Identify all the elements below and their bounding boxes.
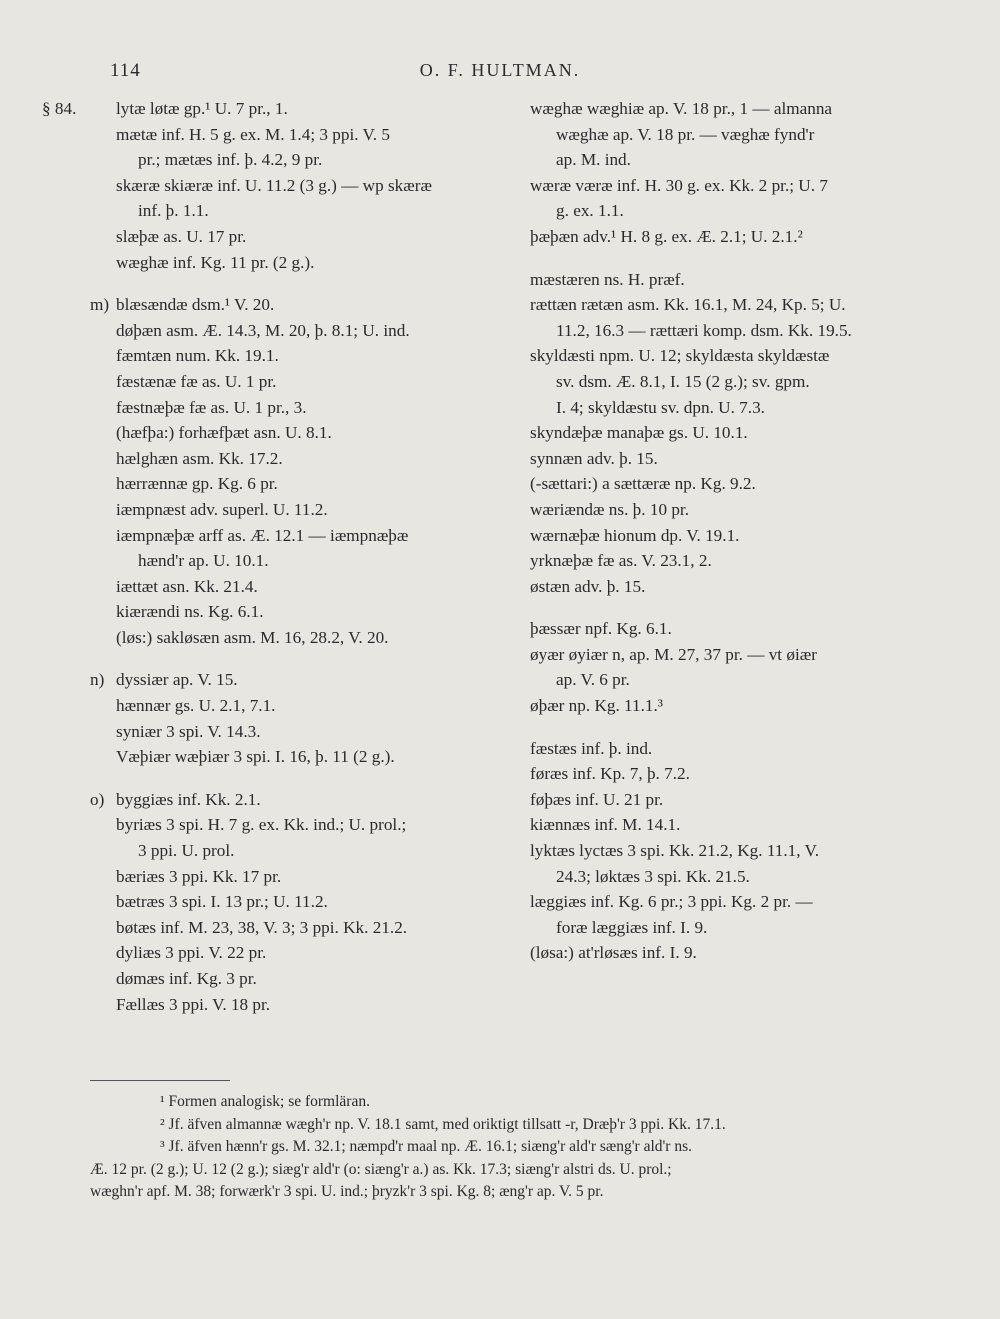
entry-group	[90, 787, 500, 1017]
entry-text: þæssær npf. Kg. 6.1.	[530, 619, 672, 639]
entry-text: Væþiær wæþiær 3 spi. I. 16, þ. 11 (2 g.).	[116, 747, 395, 767]
entry-text: østæn adv. þ. 15.	[530, 576, 646, 596]
entry-text: wæriændæ ns. þ. 10 pr.	[530, 499, 690, 519]
entry-line	[90, 96, 500, 122]
entry-text: skyldæsti npm. U. 12; skyldæsta skyldæstæ	[530, 346, 830, 366]
entry-text: bøtæs inf. M. 23, 38, V. 3; 3 ppi. Kk. 21.2.	[116, 917, 408, 937]
entry-line	[90, 992, 500, 1018]
group-marker: n)	[90, 670, 105, 690]
entry-line	[90, 966, 500, 992]
entry-line	[530, 940, 930, 966]
entry-text: dømæs inf. Kg. 3 pr.	[116, 969, 257, 988]
entry-text: iæmpnæst adv. superl. U. 11.2.	[116, 499, 328, 519]
entry-line	[90, 147, 500, 173]
entry-text: blæsændæ dsm.¹ V. 20.	[116, 295, 275, 315]
entry-line	[530, 343, 930, 369]
entry-line	[530, 471, 930, 497]
entry-line	[530, 761, 930, 787]
entry-text: føræs inf. Kp. 7, þ. 7.2.	[530, 764, 690, 784]
entry-group	[530, 96, 930, 250]
entry-text: sv. dsm. Æ. 8.1, I. 15 (2 g.); sv. gpm.	[556, 371, 810, 391]
group-marker: m)	[90, 295, 110, 315]
entry-line	[90, 250, 500, 276]
entry-line	[530, 889, 930, 915]
entry-line	[90, 812, 500, 838]
page-header	[0, 52, 1000, 82]
entry-text: slæþæ as. U. 17 pr.	[116, 226, 247, 246]
entry-text: skæræ skiæræ inf. U. 11.2 (3 g.) — wp skæræ	[116, 175, 432, 195]
entry-text: wæræ væræ inf. H. 30 g. ex. Kk. 2 pr.; U. 7	[530, 175, 828, 195]
footnote-line: ² Jf. äfven almannæ wægh'r np. V. 18.1 samt, med oriktigt tillsatt -r, Dræþ'r 3 ppi. Kk. 17.1.	[160, 1115, 726, 1133]
running-head: O. F. HULTMAN.	[419, 60, 581, 80]
entry-text: (-sættari:) a sættæræ np. Kg. 9.2.	[530, 474, 756, 494]
entry-group	[530, 616, 930, 718]
entry-text: foræ læggiæs inf. I. 9.	[556, 917, 708, 937]
entry-text: inf. þ. 1.1.	[138, 201, 209, 221]
entry-text: byggiæs inf. Kk. 2.1.	[116, 789, 261, 809]
entry-text: øþær np. Kg. 11.1.³	[530, 696, 663, 716]
entry-line	[530, 574, 930, 600]
entry-text: dyssiær ap. V. 15.	[116, 670, 238, 690]
entry-line	[90, 446, 500, 472]
entry-line	[530, 292, 930, 318]
entry-text: (løsa:) at'rløsæs inf. I. 9.	[530, 943, 697, 963]
entry-text: hænnær gs. U. 2.1, 7.1.	[116, 696, 276, 716]
entry-text: kiænnæs inf. M. 14.1.	[530, 815, 681, 835]
entry-text: fæstæs inf. þ. ind.	[530, 738, 653, 758]
entry-line	[530, 420, 930, 446]
footnote-rule	[90, 1080, 230, 1081]
entry-text: hærrænnæ gp. Kg. 6 pr.	[116, 474, 278, 494]
entry-line	[90, 548, 500, 574]
entry-text: wæghæ ap. V. 18 pr. — væghæ fynd'r	[556, 124, 815, 144]
entry-line	[530, 318, 930, 344]
entry-line	[530, 642, 930, 668]
entry-text: bæriæs 3 ppi. Kk. 17 pr.	[116, 866, 282, 886]
entry-line	[530, 864, 930, 890]
entry-text: pr.; mætæs inf. þ. 4.2, 9 pr.	[138, 150, 323, 170]
entry-line	[530, 267, 930, 293]
entry-line	[90, 864, 500, 890]
entry-text: hænd'r ap. U. 10.1.	[138, 551, 269, 571]
entry-line	[90, 693, 500, 719]
entry-text: døþæn asm. Æ. 14.3, M. 20, þ. 8.1; U. ind.	[116, 320, 410, 340]
entry-text: þæþæn adv.¹ H. 8 g. ex. Æ. 2.1; U. 2.1.²	[530, 226, 803, 246]
entry-text: øyær øyiær n, ap. M. 27, 37 pr. — vt øiær	[530, 644, 817, 664]
entry-text: synnæn adv. þ. 15.	[530, 448, 658, 468]
entry-text: I. 4; skyldæstu sv. dpn. U. 7.3.	[556, 397, 765, 417]
entry-text: ap. M. ind.	[556, 150, 631, 170]
entry-line	[530, 198, 930, 224]
entry-line	[530, 548, 930, 574]
entry-group	[90, 667, 500, 769]
entry-line	[90, 173, 500, 199]
entry-line	[530, 616, 930, 642]
entry-line	[90, 122, 500, 148]
entry-line	[530, 497, 930, 523]
entry-line	[90, 318, 500, 344]
entry-text: (hæfþa:) forhæfþæt asn. U. 8.1.	[116, 423, 332, 443]
entry-line	[90, 395, 500, 421]
entry-group	[530, 736, 930, 966]
entry-line	[90, 420, 500, 446]
entry-line	[90, 471, 500, 497]
left-column	[42, 96, 500, 1017]
entry-text: skyndæþæ manaþæ gs. U. 10.1.	[530, 423, 748, 443]
entry-text: fæmtæn num. Kk. 19.1.	[116, 346, 279, 366]
entry-text: ap. V. 6 pr.	[556, 670, 630, 690]
entry-line	[530, 369, 930, 395]
entry-text: mæstæren ns. H. præf.	[530, 269, 685, 289]
entry-text: iæmpnæþæ arff as. Æ. 12.1 — iæmpnæþæ	[116, 525, 409, 545]
entry-line	[90, 625, 500, 651]
entry-line	[530, 523, 930, 549]
entry-text: fæstænæ fæ as. U. 1 pr.	[116, 371, 277, 391]
entry-group	[42, 96, 500, 275]
entry-text: bætræs 3 spi. I. 13 pr.; U. 11.2.	[116, 892, 328, 912]
entry-line	[530, 122, 930, 148]
entry-line	[90, 940, 500, 966]
entry-line	[90, 369, 500, 395]
entry-text: yrknæþæ fæ as. V. 23.1, 2.	[530, 551, 712, 571]
entry-line	[530, 693, 930, 719]
entry-text: lytæ løtæ gp.¹ U. 7 pr., 1.	[116, 99, 288, 118]
entry-text: kiærændi ns. Kg. 6.1.	[116, 602, 264, 622]
entry-line	[530, 838, 930, 864]
entry-line	[90, 599, 500, 625]
entry-line	[530, 224, 930, 250]
entry-line	[530, 787, 930, 813]
entry-text: syniær 3 spi. V. 14.3.	[116, 721, 261, 741]
footnote-line: ³ Jf. äfven hænn'r gs. M. 32.1; næmpd'r maal np. Æ. 16.1; siæng'r ald'r sæng'r ald'r ns.	[160, 1138, 693, 1155]
entry-text: rættæn rætæn asm. Kk. 16.1, M. 24, Kp. 5; U.	[530, 295, 846, 315]
entry-text: g. ex. 1.1.	[556, 201, 624, 221]
footnote-line: Æ. 12 pr. (2 g.); U. 12 (2 g.); siæg'r ald'r (o: siæng'r a.) as. Kk. 17.3; siæng'r alstri ds. U. prol.;	[90, 1160, 672, 1178]
entry-line	[90, 915, 500, 941]
entry-line	[90, 574, 500, 600]
entry-line	[90, 292, 500, 318]
entry-text: læggiæs inf. Kg. 6 pr.; 3 ppi. Kg. 2 pr. —	[530, 892, 813, 912]
entry-line	[530, 395, 930, 421]
entry-text: iættæt asn. Kk. 21.4.	[116, 576, 258, 596]
entry-line	[90, 719, 500, 745]
entry-line	[530, 147, 930, 173]
right-column	[530, 96, 930, 966]
entry-text: wærnæþæ hionum dp. V. 19.1.	[530, 525, 740, 545]
entry-group	[530, 267, 930, 600]
entry-line	[90, 343, 500, 369]
entry-line	[90, 889, 500, 915]
footnote-line: ¹ Formen analogisk; se formläran.	[160, 1093, 370, 1110]
entry-line	[530, 96, 930, 122]
entry-line	[530, 446, 930, 472]
entry-line	[90, 744, 500, 770]
entry-line	[90, 667, 500, 693]
entry-line	[90, 497, 500, 523]
entry-line	[530, 173, 930, 199]
entry-text: føþæs inf. U. 21 pr.	[530, 789, 664, 809]
entry-line	[530, 667, 930, 693]
entry-text: wæghæ wæghiæ ap. V. 18 pr., 1 — almanna	[530, 99, 833, 118]
entry-text: Fællæs 3 ppi. V. 18 pr.	[116, 994, 271, 1014]
section-mark: § 84.	[42, 99, 77, 118]
entry-line	[90, 198, 500, 224]
entry-line	[90, 787, 500, 813]
entry-text: 11.2, 16.3 — rættæri komp. dsm. Kk. 19.5.	[556, 320, 852, 340]
entry-text: mætæ inf. H. 5 g. ex. M. 1.4; 3 ppi. V. 5	[116, 124, 390, 144]
entry-text: fæstnæþæ fæ as. U. 1 pr., 3.	[116, 397, 307, 417]
group-marker: o)	[90, 789, 105, 809]
entry-text: wæghæ inf. Kg. 11 pr. (2 g.).	[116, 252, 315, 272]
entry-group	[90, 292, 500, 650]
entry-line	[530, 736, 930, 762]
page-number: 114	[110, 60, 141, 81]
entry-line	[90, 838, 500, 864]
entry-text: 3 ppi. U. prol.	[138, 841, 235, 861]
footnote-line: wæghn'r apf. M. 38; forwærk'r 3 spi. U. ind.; þryzk'r 3 spi. Kg. 8; æng'r ap. V. 5 pr.	[90, 1183, 604, 1200]
entry-text: hælghæn asm. Kk. 17.2.	[116, 448, 283, 468]
entry-line	[530, 915, 930, 941]
entry-text: byriæs 3 spi. H. 7 g. ex. Kk. ind.; U. prol.;	[116, 815, 407, 835]
entry-line	[530, 812, 930, 838]
entry-text: lyktæs lyctæs 3 spi. Kk. 21.2, Kg. 11.1, V.	[530, 841, 820, 861]
entry-text: 24.3; løktæs 3 spi. Kk. 21.5.	[556, 866, 750, 886]
footnotes	[90, 1080, 950, 1204]
entry-line	[90, 224, 500, 250]
entry-text: dyliæs 3 ppi. V. 22 pr.	[116, 943, 267, 963]
entry-text: (løs:) sakløsæn asm. M. 16, 28.2, V. 20.	[116, 627, 389, 647]
entry-line	[90, 523, 500, 549]
